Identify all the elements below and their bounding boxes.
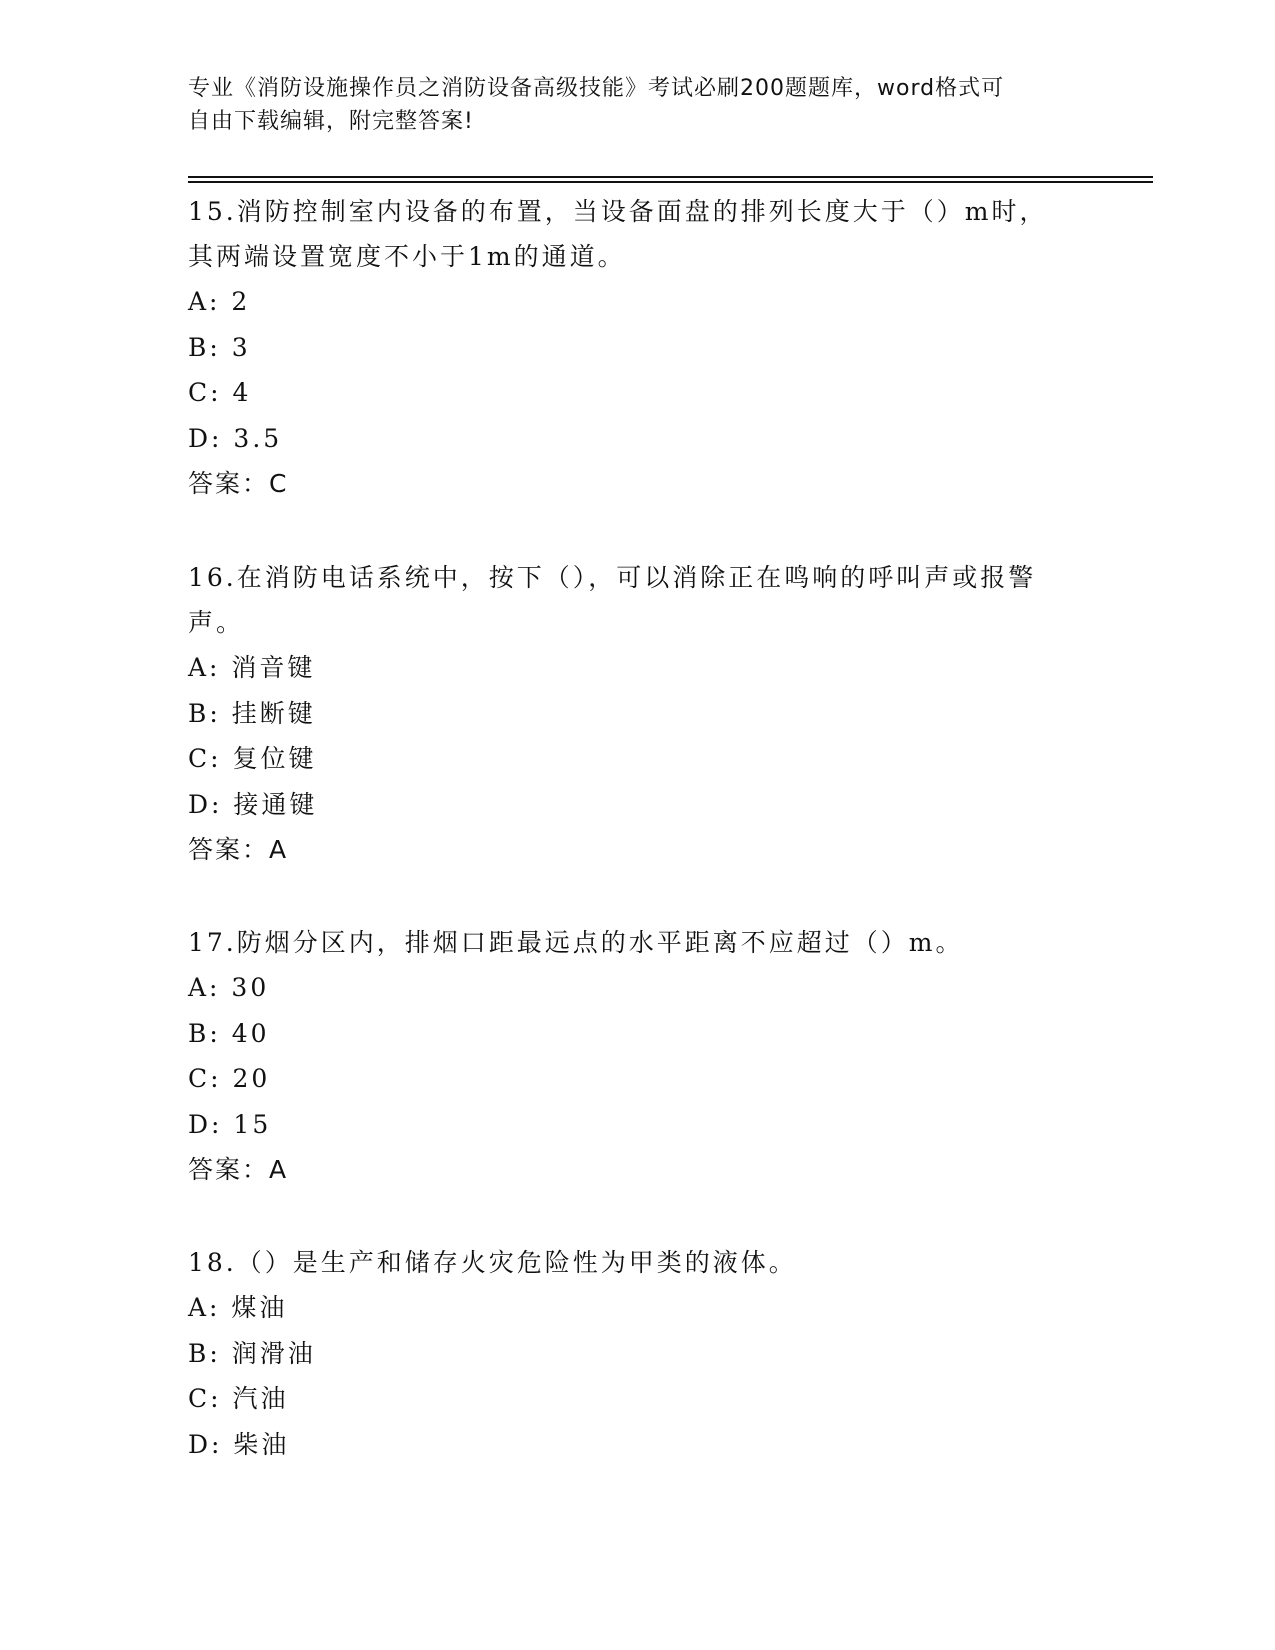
option-b: B: 挂断键	[188, 698, 316, 728]
option-d: D: 15	[188, 1109, 272, 1139]
question-18	[188, 1240, 1088, 1467]
answer-line: 答案：A	[188, 1155, 289, 1184]
option-d: D: 柴油	[188, 1429, 290, 1459]
option-a: A: 2	[188, 287, 251, 316]
question-stem: 16.在消防电话系统中，按下（），可以消除正在鸣响的呼叫声或报警	[188, 563, 1037, 592]
option-c: C: 复位键	[188, 744, 317, 773]
option-a: A: 煤油	[188, 1293, 288, 1322]
question-17	[188, 920, 1088, 1192]
header-line-1: 专业《消防设施操作员之消防设备高级技能》考试必刷200题题库，word格式可	[188, 76, 1005, 101]
option-c: C: 4	[188, 378, 252, 407]
option-b: B: 40	[188, 1018, 270, 1048]
option-d: D: 接通键	[188, 789, 318, 819]
header-line-2: 自由下载编辑，附完整答案!	[188, 109, 474, 134]
option-b: B: 润滑油	[188, 1338, 316, 1368]
question-16	[188, 555, 1088, 872]
answer-line: 答案：C	[188, 469, 289, 498]
document-header	[188, 72, 1068, 138]
option-c: C: 汽油	[188, 1384, 289, 1413]
question-stem-continued: 其两端设置宽度不小于1m的通道。	[188, 242, 626, 271]
option-a: A: 30	[188, 973, 270, 1002]
option-d: D: 3.5	[188, 423, 283, 453]
question-15	[188, 189, 1088, 506]
question-stem: 15.消防控制室内设备的布置，当设备面盘的排列长度大于（）m时，	[188, 197, 1048, 226]
option-b: B: 3	[188, 332, 251, 362]
question-stem-continued: 声。	[188, 608, 245, 637]
option-a: A: 消音键	[188, 653, 316, 682]
question-stem: 17.防烟分区内，排烟口距最远点的水平距离不应超过（）m。	[188, 928, 964, 957]
header-divider-bottom	[188, 181, 1153, 183]
header-divider-top	[188, 176, 1153, 178]
option-c: C: 20	[188, 1064, 271, 1093]
answer-line: 答案：A	[188, 835, 289, 864]
question-stem: 18.（）是生产和储存火灾危险性为甲类的液体。	[188, 1248, 797, 1277]
